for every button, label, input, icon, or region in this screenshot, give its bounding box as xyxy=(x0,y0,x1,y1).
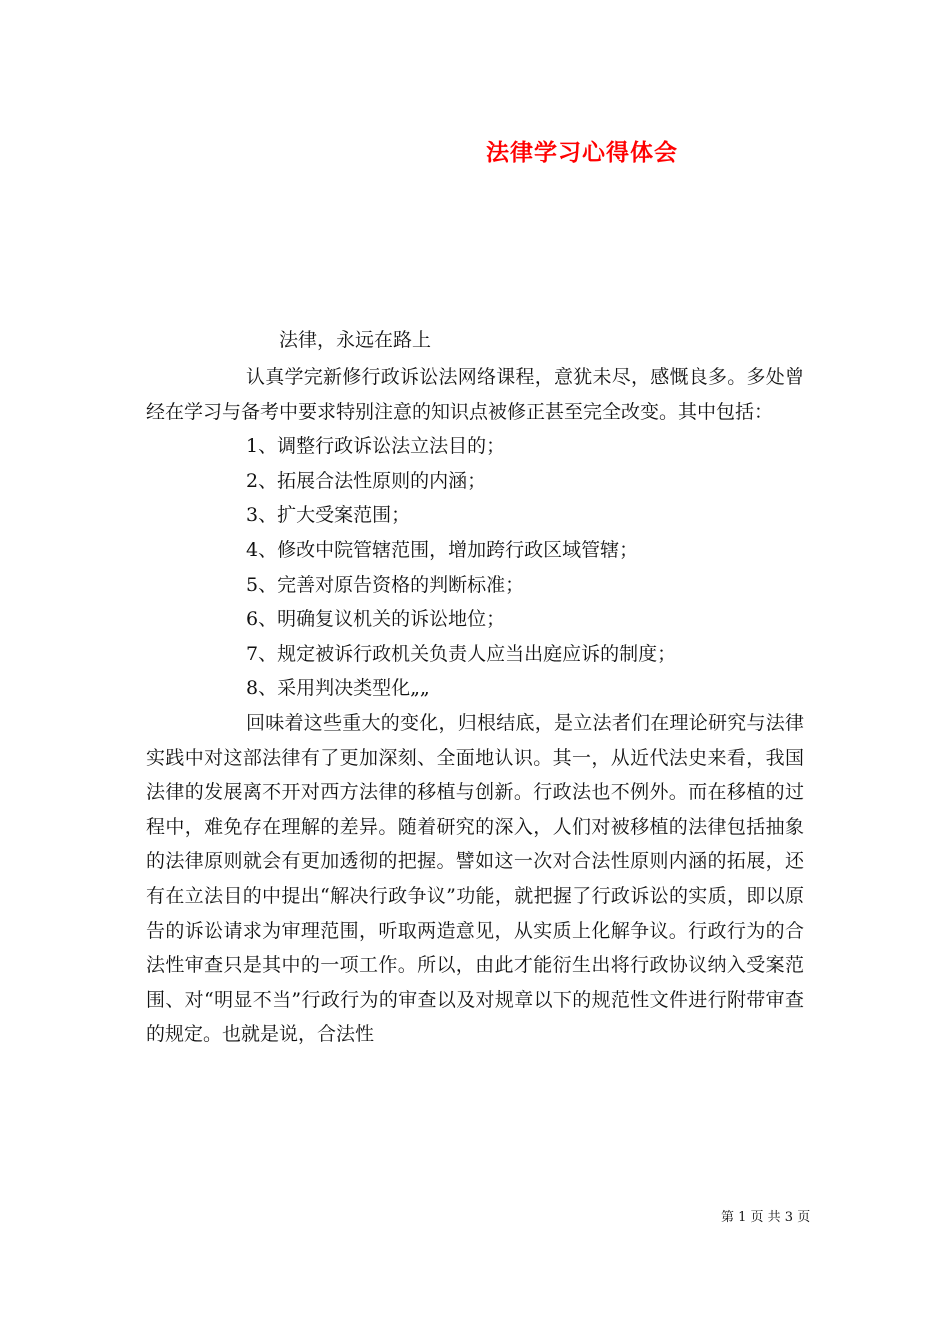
list-item: 6、明确复议机关的诉讼地位； xyxy=(246,608,506,631)
document-title: 法律学习心得体会 xyxy=(486,139,678,166)
list-item: 4、修改中院管辖范围，增加跨行政区域管辖； xyxy=(246,538,639,561)
list-item: 8、采用判决类型化„„ xyxy=(246,677,430,700)
page-number: 第 1 页 共 3 页 xyxy=(721,1210,811,1225)
list-item: 7、规定被诉行政机关负责人应当出庭应诉的制度； xyxy=(246,642,677,665)
change-list xyxy=(146,429,804,706)
body-paragraph: 回味着这些重大的变化，归根结底，是立法者们在理论研究与法律实践中对这部法律有了更加深刻、全面地认识。其一，从近代法史来看，我国法律的发展离不开对西方法律的移植与创新。行政法也不例外。而在移植的过程中，难免存在理解的差异。随着研究的深入，人们对被移植的法律包括抽象的法律原则就会有更加透彻的把握。譬如这一次对合法性原则内涵的拓展，还有在立法目的中提出“解决行政争议”功能，就把握了行政诉讼的实质，即以原告的诉讼请求为审理范围，听取两造意见，从实质上化解争议。行政行为的合法性审查只是其中的一项工作。所以，由此才能衍生出将行政协议纳入受案范围、对“明显不当”行政行为的审查以及对规章以下的规范性文件进行附带审查的规定。也就是说，合法性 xyxy=(146,711,804,1046)
list-item: 3、扩大受案范围； xyxy=(246,504,411,527)
list-item: 1、调整行政诉讼法立法目的； xyxy=(246,435,506,458)
list-item: 5、完善对原告资格的判断标准； xyxy=(246,573,525,596)
document-body xyxy=(146,360,804,1052)
list-item: 2、拓展合法性原则的内涵； xyxy=(246,469,487,492)
intro-paragraph: 认真学完新修行政诉讼法网络课程，意犹未尽，感慨良多。多处曾经在学习与备考中要求特别注意的知识点被修正甚至完全改变。其中包括： xyxy=(146,366,804,423)
document-subtitle: 法律，永远在路上 xyxy=(279,329,432,351)
